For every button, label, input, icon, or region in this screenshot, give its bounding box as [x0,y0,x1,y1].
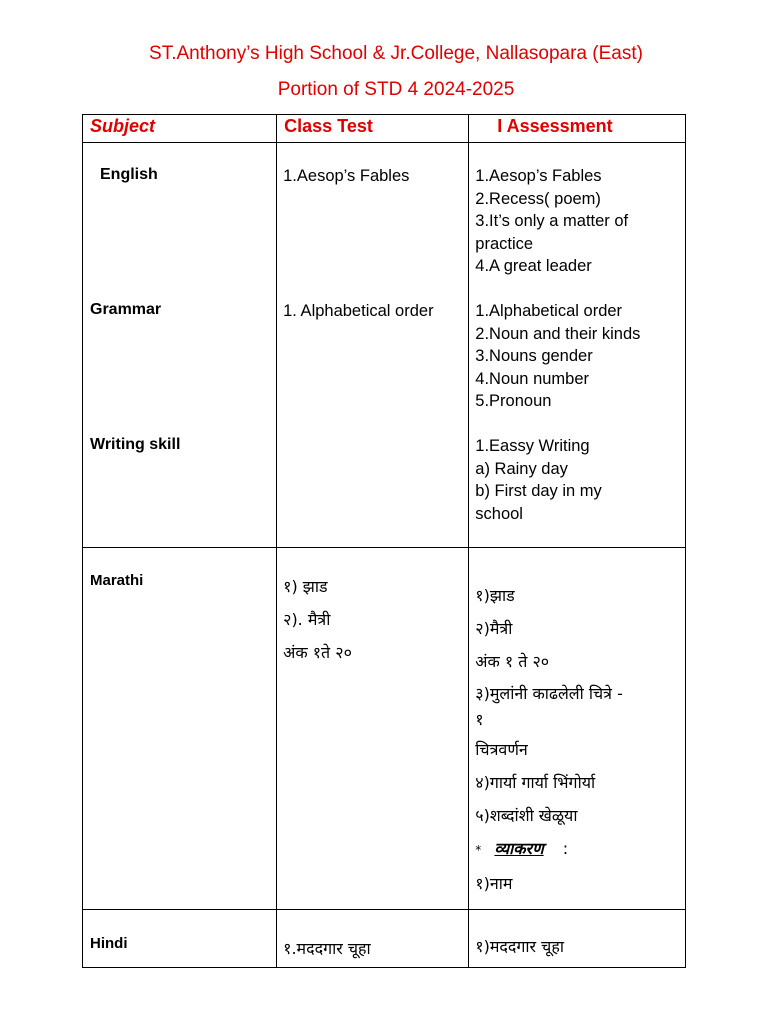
list-item: ४)गार्या गार्या भिंगोर्या [475,773,596,792]
list-item: अंक १ते २० [283,643,352,662]
list-item: a) Rainy day [475,459,568,478]
table-row-marathi [83,548,686,910]
table-row-hindi [83,910,686,968]
subject-cell [83,143,277,548]
list-item: ३)मुलांनी काढलेली चित्रे - [475,684,623,703]
subject-english: English [100,166,158,183]
list-item: १)नाम [475,874,513,893]
header-class-test: Class Test [277,115,469,143]
assessment-cell [469,548,686,910]
list-item: ५)शब्दांशी खेळूया [475,806,578,825]
english-assessment-list [475,165,628,278]
list-item: 1.Aesop’s Fables [475,167,602,185]
writing-assessment-list [475,435,602,525]
list-item: b) First day in my [475,482,602,500]
list-item: 2.Noun and their kinds [475,324,641,343]
grammar-assessment-list [475,300,640,413]
subject-cell [83,910,277,968]
header-subject: Subject [83,115,277,143]
list-item: चित्रवर्णन [475,740,528,759]
class-test-cell [277,548,469,910]
header-assessment: I Assessment [469,115,686,143]
list-item: अंक १ ते २० [475,652,550,671]
list-item: 4.Noun number [475,369,590,388]
class-test-cell [277,910,469,968]
list-item: 1. Alphabetical order [283,302,434,320]
vyakaran-heading: व्याकरण [494,839,544,858]
marathi-assessment-list [475,579,663,900]
assessment-cell [469,910,686,968]
portion-heading: Portion of STD 4 2024-2025 [277,79,515,100]
subject-cell [83,548,277,910]
list-item: १)झाड [475,586,515,605]
colon: : [562,839,569,858]
assessment-cell [469,143,686,548]
table-header-row [83,115,686,143]
list-item: 2.Recess( poem) [475,189,601,208]
list-item: 1.Aesop’s Fables [283,167,410,185]
list-item: २). मैत्री [283,610,331,629]
list-item: १.मददगार चूहा [283,939,371,958]
list-item: २)मैत्री [475,619,513,638]
list-item: 3.Nouns gender [475,347,593,365]
list-item: 4.A great leader [475,257,592,275]
subject-marathi: Marathi [90,572,144,589]
list-item: १) झाड [283,577,328,596]
list-item: १)मददगार चूहा [475,937,564,956]
bullet-star: * [475,843,482,857]
list-item: 5.Pronoun [475,392,552,410]
list-item: school [475,504,523,523]
list-item: 3.It’s only a matter of [475,212,629,230]
class-test-cell [277,143,469,548]
portion-table [82,114,686,968]
school-name-heading: ST.Anthony’s High School & Jr.College, Nallasopara (East) [149,43,643,64]
list-item: practice [475,234,534,253]
list-item: 1.Alphabetical order [475,302,623,320]
grammar-heading-line [475,832,663,867]
subject-hindi: Hindi [90,935,128,952]
list-item: 1.Eassy Writing [475,437,590,455]
subject-writing-skill: Writing skill [90,436,181,453]
marathi-class-test-list [283,570,352,669]
table-row-english [83,143,686,548]
list-item: १ [475,710,484,729]
subject-grammar: Grammar [90,301,162,318]
